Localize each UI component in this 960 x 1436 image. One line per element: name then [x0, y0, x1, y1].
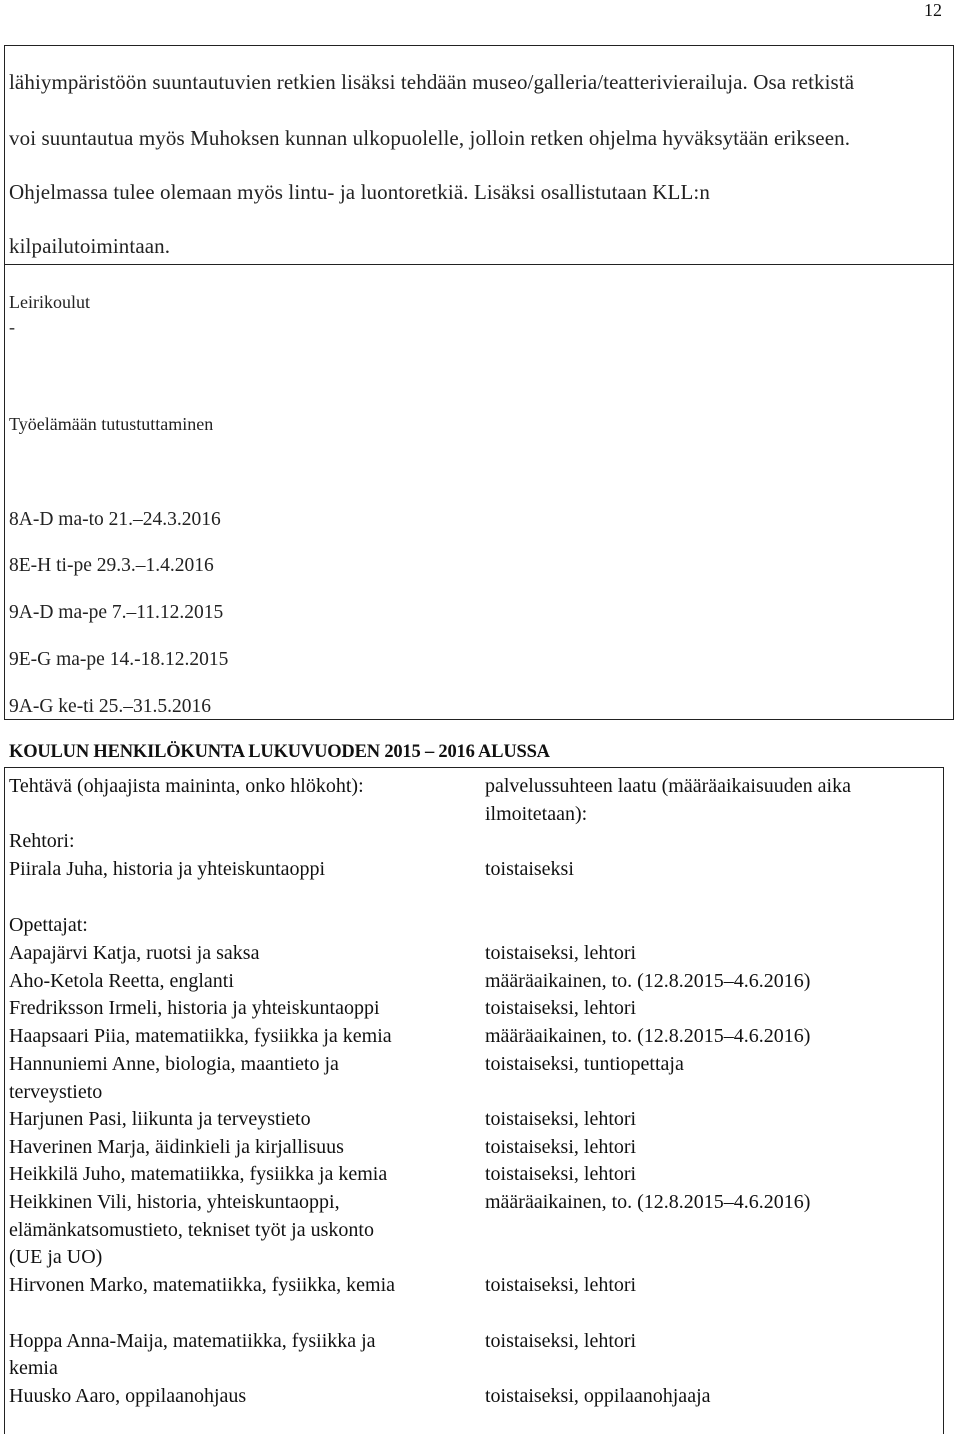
teacher-name-cont: terveystieto — [9, 1081, 103, 1103]
teacher-status: toistaiseksi, lehtori — [485, 1136, 637, 1158]
teacher-status: määräaikainen, to. (12.8.2015–4.6.2016) — [485, 1025, 811, 1047]
rehtori-label: Rehtori: — [9, 830, 75, 852]
teacher-status: määräaikainen, to. (12.8.2015–4.6.2016) — [485, 1191, 811, 1213]
teacher-status: määräaikainen, to. (12.8.2015–4.6.2016) — [485, 970, 811, 992]
header-employment-2: ilmoitetaan): — [485, 803, 588, 825]
rehtori-name: Piirala Juha, historia ja yhteiskuntaoppi — [9, 858, 326, 880]
header-employment-1: palvelussuhteen laatu (määräaikaisuuden aika — [485, 775, 851, 797]
teacher-status: toistaiseksi, oppilaanohjaaja — [485, 1385, 711, 1407]
teacher-status: toistaiseksi, tuntiopettaja — [485, 1053, 684, 1075]
teacher-name-cont: elämänkatsomustieto, tekniset työt ja uskonto — [9, 1219, 374, 1241]
teacher-name: Harjunen Pasi, liikunta ja terveystieto — [9, 1108, 311, 1130]
teacher-name: Fredriksson Irmeli, historia ja yhteiskuntaoppi — [9, 997, 380, 1019]
header-task: Tehtävä (ohjaajista maininta, onko hlökoht): — [9, 775, 364, 797]
intro-line-2: voi suuntautua myös Muhoksen kunnan ulkopuolelle, jolloin retken ohjelma hyväksytään erikseen. — [9, 126, 851, 150]
teacher-status: toistaiseksi, lehtori — [485, 942, 637, 964]
intro-line-4: kilpailutoimintaan. — [9, 234, 171, 258]
teacher-name: Aapajärvi Katja, ruotsi ja saksa — [9, 942, 260, 964]
schedule-item: 8A-D ma-to 21.–24.3.2016 — [9, 509, 221, 530]
staff-section-title: KOULUN HENKILÖKUNTA LUKUVUODEN 2015 – 2016 ALUSSA — [9, 742, 550, 762]
leirikoulut-heading: Leirikoulut — [9, 292, 90, 312]
teacher-name: Heikkilä Juho, matematiikka, fysiikka ja kemia — [9, 1163, 388, 1185]
teacher-name: Huusko Aaro, oppilaanohjaus — [9, 1385, 247, 1407]
schedule-item: 9A-G ke-ti 25.–31.5.2016 — [9, 696, 212, 717]
teacher-status: toistaiseksi, lehtori — [485, 1330, 637, 1352]
teacher-name: Hirvonen Marko, matematiikka, fysiikka, kemia — [9, 1274, 396, 1296]
teacher-name: Haapsaari Piia, matematiikka, fysiikka ja kemia — [9, 1025, 392, 1047]
teacher-name: Heikkinen Vili, historia, yhteiskuntaoppi, — [9, 1191, 340, 1213]
teacher-status: toistaiseksi, lehtori — [485, 997, 637, 1019]
teacher-status: toistaiseksi, lehtori — [485, 1163, 637, 1185]
teacher-status: toistaiseksi, lehtori — [485, 1108, 637, 1130]
teacher-name: Hoppa Anna-Maija, matematiikka, fysiikka ja — [9, 1330, 376, 1352]
opettajat-label: Opettajat: — [9, 914, 88, 936]
teacher-name: Hannuniemi Anne, biologia, maantieto ja — [9, 1053, 339, 1075]
schedule-item: 9A-D ma-pe 7.–11.12.2015 — [9, 602, 224, 623]
schedule-item: 9E-G ma-pe 14.-18.12.2015 — [9, 649, 229, 670]
schedule-item: 8E-H ti-pe 29.3.–1.4.2016 — [9, 555, 214, 576]
teacher-name-cont: (UE ja UO) — [9, 1246, 103, 1268]
teacher-name: Aho-Ketola Reetta, englanti — [9, 970, 234, 992]
intro-line-1: lähiympäristöön suuntautuvien retkien lisäksi tehdään museo/galleria/teatterivierailuja. Osa retkistä — [9, 70, 855, 94]
teacher-status: toistaiseksi, lehtori — [485, 1274, 637, 1296]
tyoelama-heading: Työelämään tutustuttaminen — [9, 414, 214, 434]
teacher-name: Haverinen Marja, äidinkieli ja kirjallisuus — [9, 1136, 344, 1158]
teacher-name-cont: kemia — [9, 1357, 58, 1379]
section-divider — [4, 264, 954, 265]
leirikoulut-value: - — [9, 317, 15, 337]
page-number: 12 — [924, 0, 942, 20]
intro-line-3: Ohjelmassa tulee olemaan myös lintu- ja luontoretkiä. Lisäksi osallistutaan KLL:n — [9, 180, 710, 204]
rehtori-status: toistaiseksi — [485, 858, 574, 880]
